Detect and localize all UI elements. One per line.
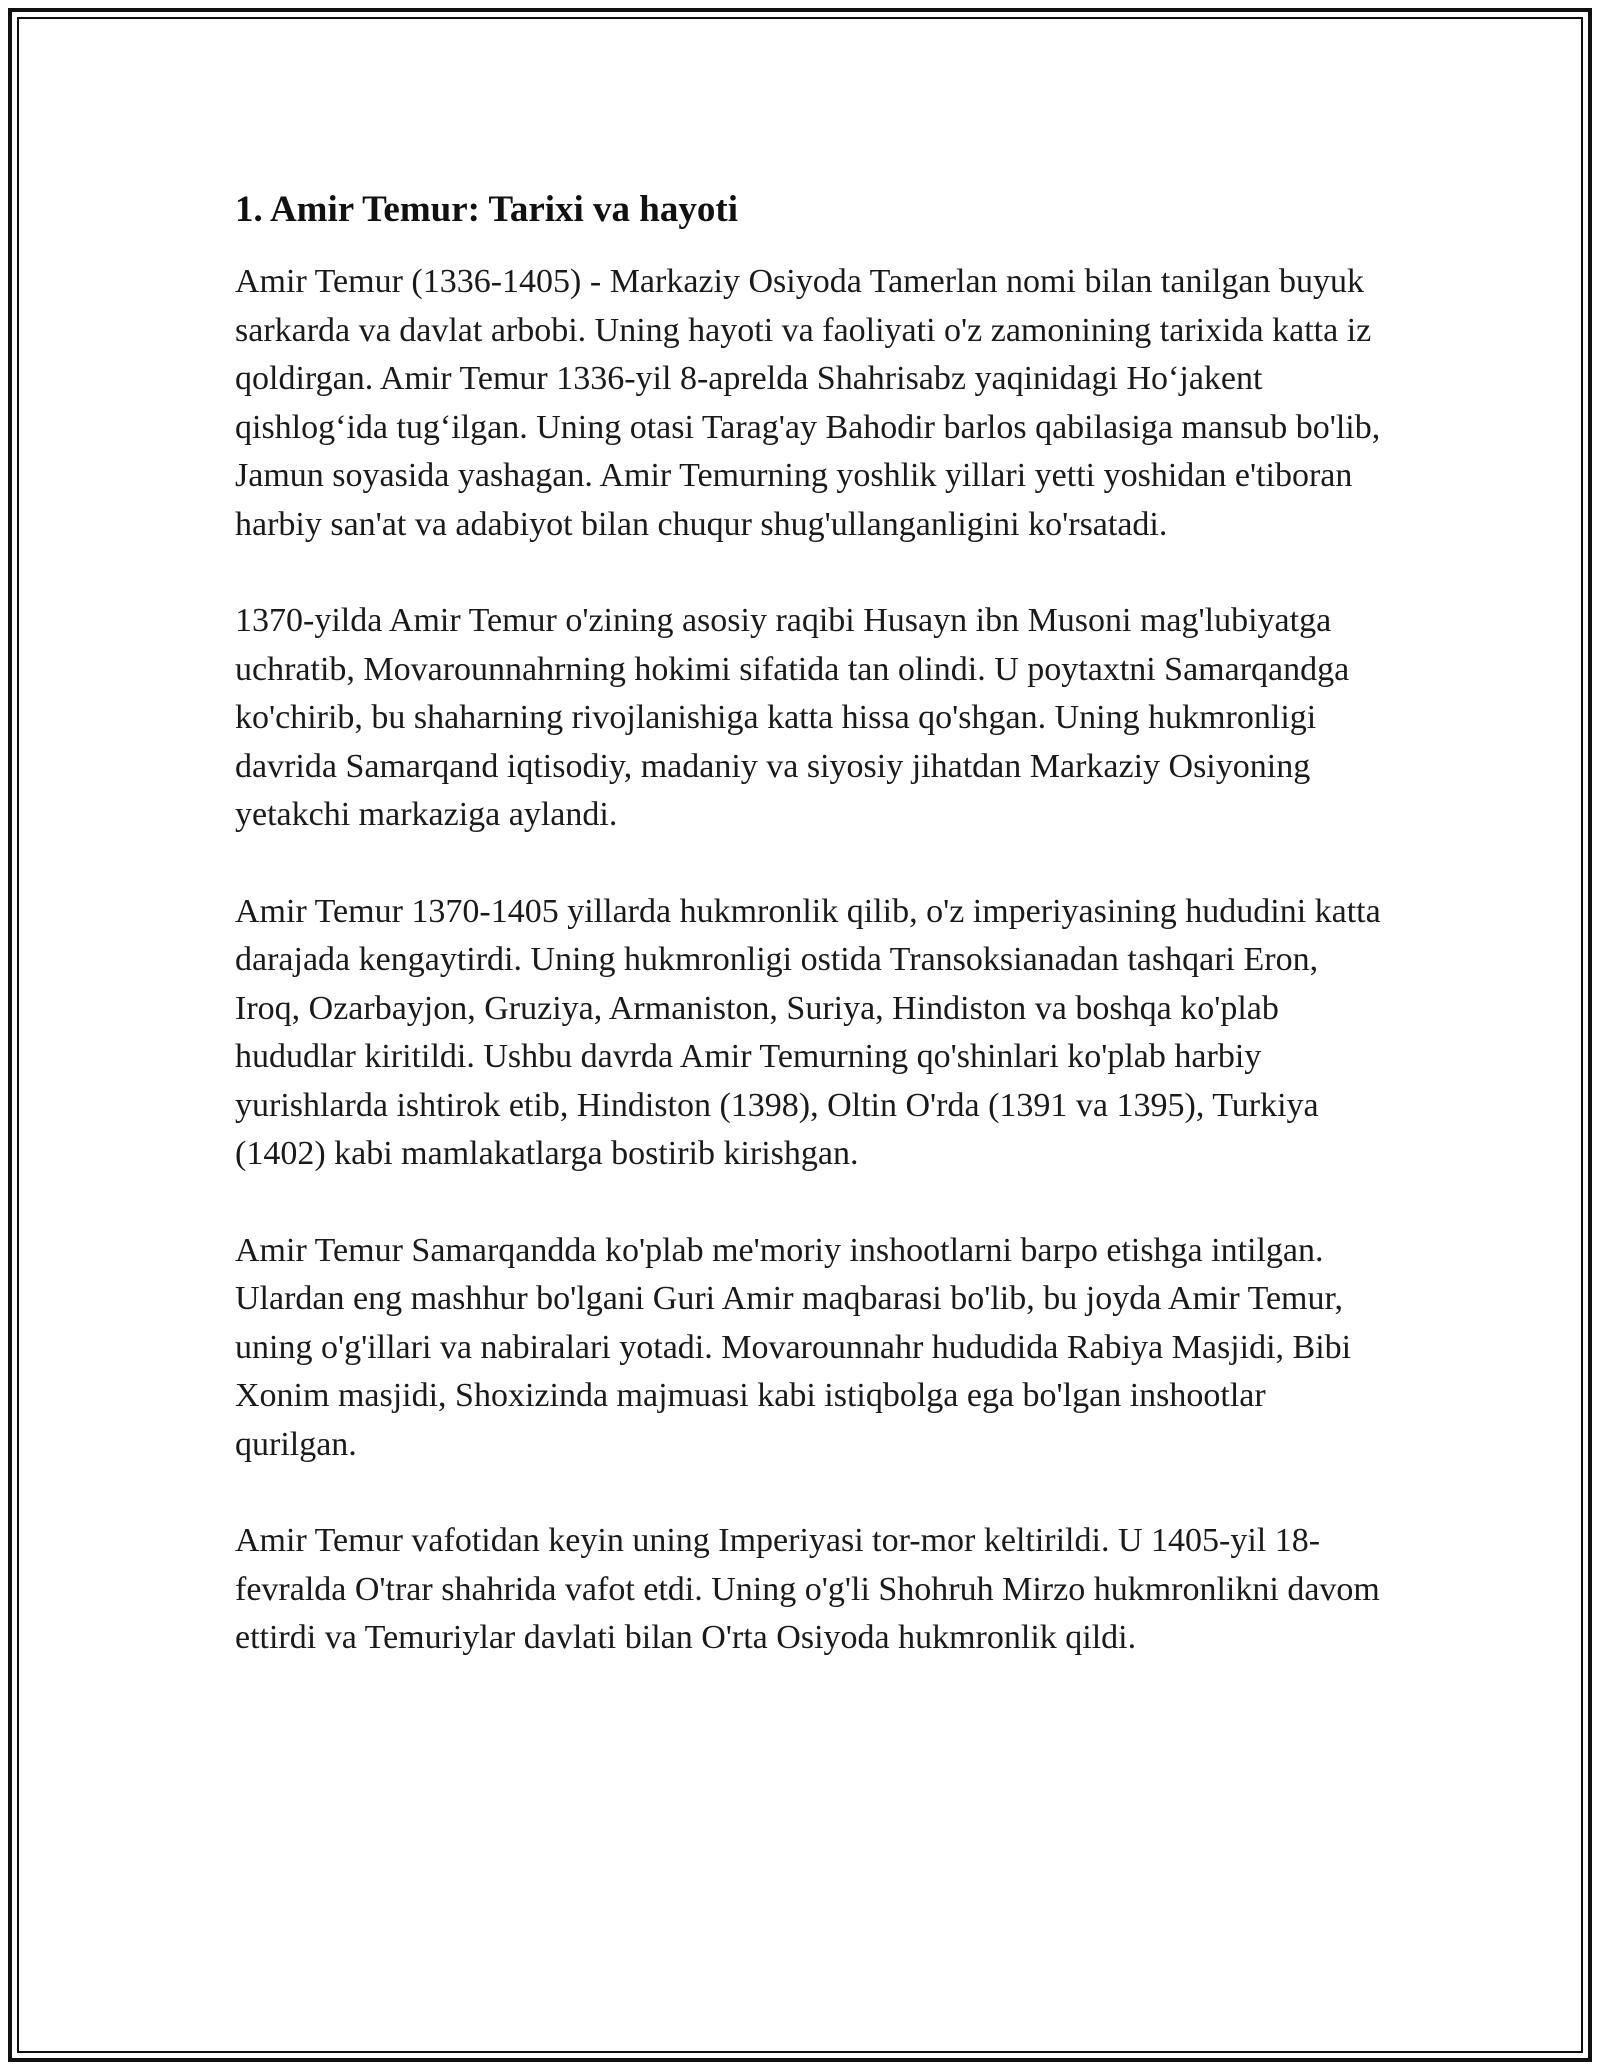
paragraph-rise-to-power: 1370-yilda Amir Temur o'zining asosiy raqibi Husayn ibn Musoni mag'lubiyatga uchratib, Movarounnahrning hokimi sifatida tan olindi. U poytaxtni Samarqandga ko'chirib, bu shaharning rivojlanishiga katta hissa qo'shgan. Uning hukmronligi davrida Samarqand iqtisodiy, madaniy va siyosiy jihatdan Markaziy Osiyoning yetakchi markaziga aylandi. bbox=[235, 602, 1350, 833]
document-body bbox=[235, 186, 1390, 1711]
document-heading: 1. Amir Temur: Tarixi va hayoti bbox=[235, 189, 738, 230]
paragraph-architecture: Amir Temur Samarqandda ko'plab me'moriy inshootlarni barpo etishga intilgan. Ulardan eng mashhur bo'lgani Guri Amir maqbarasi bo'lib, bu joyda Amir Temur, uning o'g'illari va nabiralari yotadi. Movarounnahr hududida Rabiya Masjidi, Bibi Xonim masjidi, Shoxizinda majmuasi kabi istiqbolga ega bo'lgan inshootlar qurilgan. bbox=[235, 1231, 1352, 1463]
paragraph-biography: Amir Temur (1336-1405) - Markaziy Osiyoda Tamerlan nomi bilan tanilgan buyuk sarkarda va davlat arbobi. Uning hayoti va faoliyati o'z zamonining tarixida katta iz qoldirgan. Amir Temur 1336-yil 8-aprelda Shahrisabz yaqinidagi Ho‘jakent qishlog‘ida tug‘ilgan. Uning otasi Tarag'ay Bahodir barlos qabilasiga mansub bo'lib, Jamun soyasida yashagan. Amir Temurning yoshlik yillari yetti yoshidan e'tiboran harbiy san'at va adabiyot bilan chuqur shug'ullanganligini ko'rsatadi. bbox=[235, 263, 1381, 543]
paragraph-conquests: Amir Temur 1370-1405 yillarda hukmronlik qilib, o'z imperiyasining hududini katta darajada kengaytirdi. Uning hukmronligi ostida Transoksianadan tashqari Eron, Iroq, Ozarbayjon, Gruziya, Armaniston, Suriya, Hindiston va boshqa ko'plab hududlar kiritildi. Ushbu davrda Amir Temurning qo'shinlari ko'plab harbiy yurishlarda ishtirok etib, Hindiston (1398), Oltin O'rda (1391 va 1395), Turkiya (1402) kabi mamlakatlarga bostirib kirishgan. bbox=[235, 892, 1381, 1172]
paragraph-death-and-legacy: Amir Temur vafotidan keyin uning Imperiyasi tor-mor keltirildi. U 1405-yil 18-fevralda O'trar shahrida vafot etdi. Uning o'g'li Shohruh Mirzo hukmronlikni davom ettirdi va Temuriylar davlati bilan O'rta Osiyoda hukmronlik qildi. bbox=[235, 1522, 1380, 1656]
